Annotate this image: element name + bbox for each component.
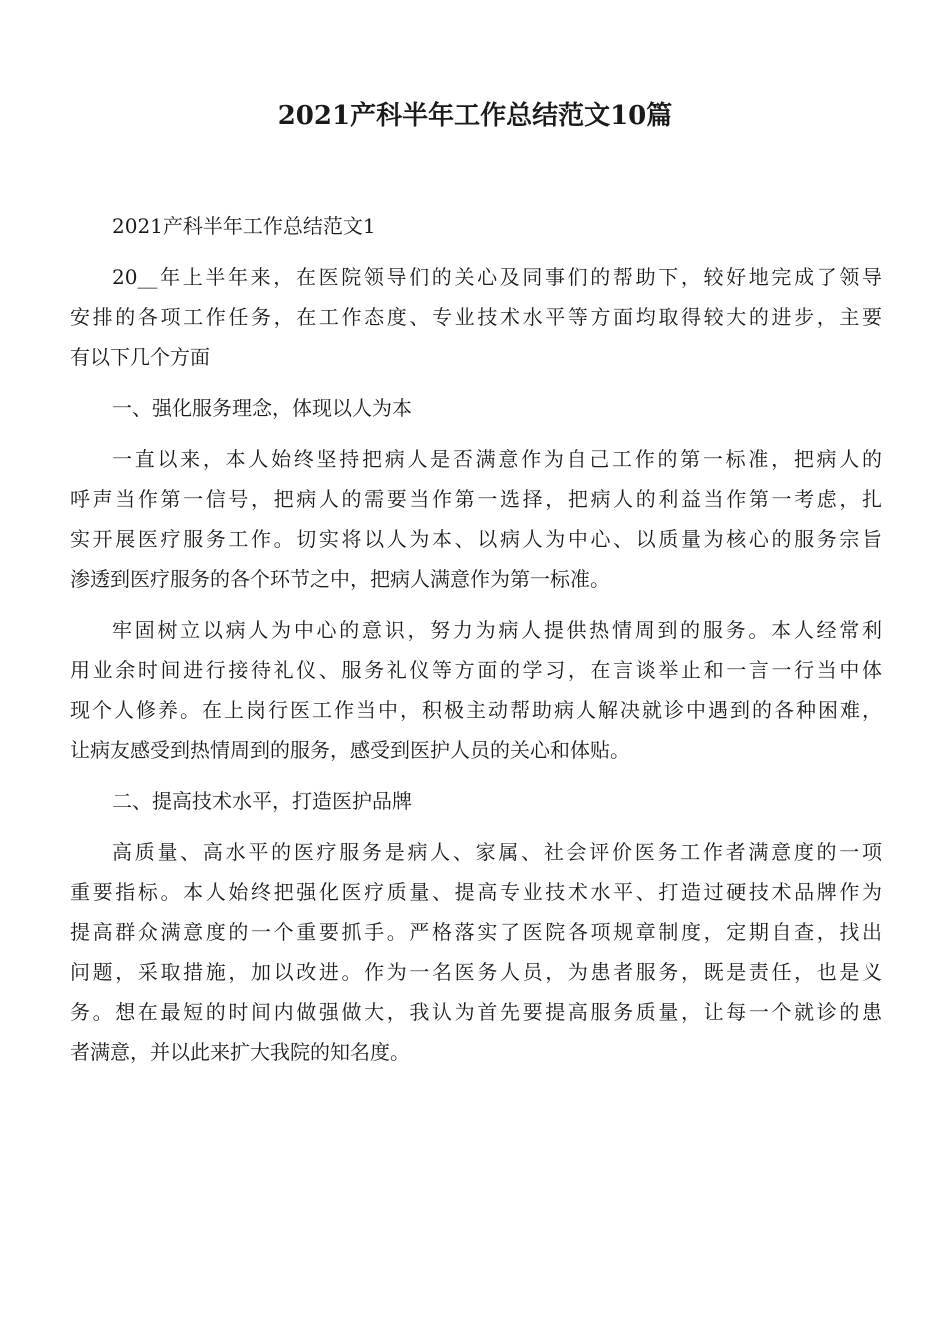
- section-heading-1: 一、强化服务理念，体现以人为本: [112, 396, 412, 420]
- paragraph-line: 渗透到医疗服务的各个环节之中，把病人满意作为第一标准。: [70, 567, 610, 591]
- paragraph-service-standard: [70, 439, 882, 599]
- section-subtitle: 2021产科半年工作总结范文1: [112, 214, 376, 238]
- document-title: 2021产科半年工作总结范文10篇: [277, 101, 673, 131]
- paragraph-line: 一直以来，本人始终坚持把病人是否满意作为自己工作的第一标准，把病人的: [112, 447, 882, 471]
- section-heading-2: 二、提高技术水平，打造医护品牌: [112, 789, 412, 813]
- paragraph-line: 实开展医疗服务工作。切实将以人为本、以病人为中心、以质量为核心的服务宗旨: [70, 527, 882, 551]
- paragraph-line: 20__年上半年来，在医院领导们的关心及同事们的帮助下，较好地完成了领导: [112, 265, 882, 289]
- paragraph-line: 呼声当作第一信号，把病人的需要当作第一选择，把病人的利益当作第一考虑，扎: [70, 487, 882, 511]
- paragraph-line: 安排的各项工作任务，在工作态度、专业技术水平等方面均取得较大的进步，主要: [70, 305, 882, 329]
- paragraph-intro: [70, 257, 882, 377]
- paragraph-line: 用业余时间进行接待礼仪、服务礼仪等方面的学习，在言谈举止和一言一行当中体: [70, 658, 882, 682]
- paragraph-line: 让病友感受到热情周到的服务，感受到医护人员的关心和体贴。: [70, 738, 630, 762]
- paragraph-line: 务。想在最短的时间内做强做大，我认为首先要提高服务质量，让每一个就诊的患: [70, 1000, 882, 1024]
- document-body: [70, 206, 882, 1072]
- paragraph-quality: [70, 832, 882, 1072]
- paragraph-line: 提高群众满意度的一个重要抓手。严格落实了医院各项规章制度，定期自查，找出: [70, 920, 882, 944]
- paragraph-patient-centered: [70, 610, 882, 770]
- paragraph-line: 牢固树立以病人为中心的意识，努力为病人提供热情周到的服务。本人经常利: [112, 618, 882, 642]
- paragraph-line: 高质量、高水平的医疗服务是病人、家属、社会评价医务工作者满意度的一项: [112, 840, 882, 864]
- paragraph-line: 有以下几个方面: [70, 345, 210, 369]
- paragraph-line: 问题，采取措施，加以改进。作为一名医务人员，为患者服务，既是责任，也是义: [70, 960, 882, 984]
- paragraph-line: 者满意，并以此来扩大我院的知名度。: [70, 1040, 410, 1064]
- paragraph-line: 现个人修养。在上岗行医工作当中，积极主动帮助病人解决就诊中遇到的各种困难，: [70, 698, 882, 722]
- paragraph-line: 重要指标。本人始终把强化医疗质量、提高专业技术水平、打造过硬技术品牌作为: [70, 880, 882, 904]
